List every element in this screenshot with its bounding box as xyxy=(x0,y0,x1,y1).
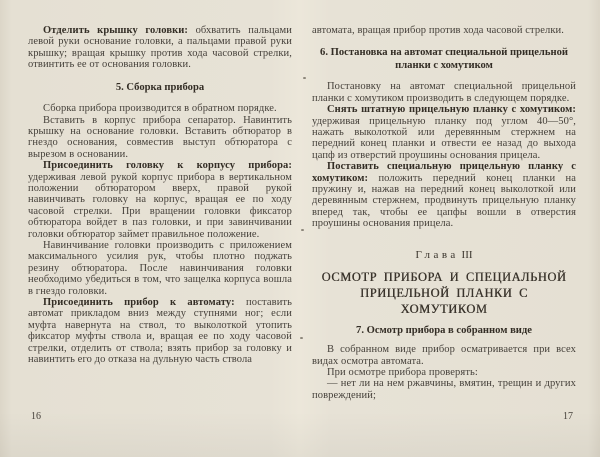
paragraph xyxy=(312,161,576,229)
paragraph-lead: Присоединить прибор к автомату: xyxy=(43,297,235,309)
paragraph-text: обхватить пальцами левой руки основание головки, а пальцами правой руки крышку; вращая крышку против хода часовой стрелки, отвинтить ее от основания головки. xyxy=(28,25,292,71)
page-number-right: 17 xyxy=(563,411,573,422)
chapter-title: ОСМОТР ПРИБОРА И СПЕЦИАЛЬНОЙ ПРИЦЕЛЬНОЙ ПЛАНКИ С ХОМУТИКОМ xyxy=(321,269,567,316)
page-number-left: 16 xyxy=(31,411,41,422)
section-heading-5: 5. Сборка прибора xyxy=(115,81,205,93)
paragraph-lead: Присоединить головку к корпусу прибора: xyxy=(43,160,292,172)
paragraph: В собранном виде прибор осматривается при всех видах осмотра автомата. xyxy=(312,344,576,367)
paragraph: автомата, вращая прибор против хода часовой стрелки. xyxy=(312,25,564,36)
paragraph-lead: Поставить специальную прицельную планку с хомутиком: xyxy=(312,161,576,184)
paragraph-text: поставить автомат прикладом вниз между ступнями ног; если муфта навернута на ствол, то выколоткой утопить фиксатор муфты ствола и, вращая ее по ходу часовой стрелки, отделить от ствола; взять прибор за головку и навинтить его до отказа на дульную часть ствола xyxy=(28,297,292,366)
paragraph: Вставить в корпус прибора сепаратор. Навинтить крышку на основание головки. Вставить обтюратор в гнездо основания, совместив выступ обтюратора с вырезом в основании. xyxy=(28,114,292,160)
chapter-label xyxy=(312,249,576,261)
paragraph xyxy=(28,297,292,365)
paragraph-lead: Снять штатную прицельную планку с хомутиком: xyxy=(327,104,576,116)
scan-speckle xyxy=(301,229,304,231)
paragraph: — нет ли на нем ржавчины, вмятин, трещин и других повреждений; xyxy=(312,378,576,401)
paragraph-lead: Отделить крышку головки: xyxy=(43,25,188,36)
chapter-block xyxy=(312,249,576,317)
page-16 xyxy=(28,0,292,457)
paragraph-text: положить передний конец планки на пружину и, нажав на передний конец выколоткой или деревянным стержнем, продвинуть прицельную планку вперед так, чтобы ее цапфы вошли в отверстия проушины основания прицела. xyxy=(312,172,576,230)
paragraph-text: удерживая прицельную планку под углом 40—50°, нажать выколоткой или деревянным стержнем на передний конец планки и отвести ее назад до выхода цапф из отверстий проушины основания прицела. xyxy=(312,115,576,161)
chapter-label-word: Глава xyxy=(415,248,459,261)
paragraph: Постановку на автомат специальной прицельной планки с хомутиком производить в следующем порядке. xyxy=(312,81,576,104)
page-17 xyxy=(312,0,576,457)
scan-speckle xyxy=(303,77,306,79)
paragraph xyxy=(28,160,292,240)
paragraph: При осмотре прибора проверять: xyxy=(327,367,478,378)
paragraph xyxy=(312,104,576,161)
chapter-label-numeral: III xyxy=(461,248,473,261)
paragraph xyxy=(28,25,292,71)
section-heading-6: 6. Постановка на автомат специальной прицельной планки с хомутиком xyxy=(320,47,568,71)
scan-speckle xyxy=(300,337,303,339)
paragraph-text: удерживая левой рукой корпус прибора в вертикальном положении обтюратором вверх, правой рукой навинчивать головку на корпус, вращая ее по ходу часовой стрелки. При вращении головки фиксатор обтюратора войдет в паз головки, и при завинчивании головки обтюратор займет правильное положение. xyxy=(28,171,292,240)
paragraph: Навинчивание головки производить с приложением максимального усилия рук, чтобы плотно поджать резину обтюратора. После навинчивания головки необходимо убедиться в том, что защелка корпуса вошла в гнездо головки. xyxy=(28,240,292,297)
section-heading-7: 7. Осмотр прибора в собранном виде xyxy=(356,324,532,336)
paragraph: Сборка прибора производится в обратном порядке. xyxy=(43,103,277,115)
